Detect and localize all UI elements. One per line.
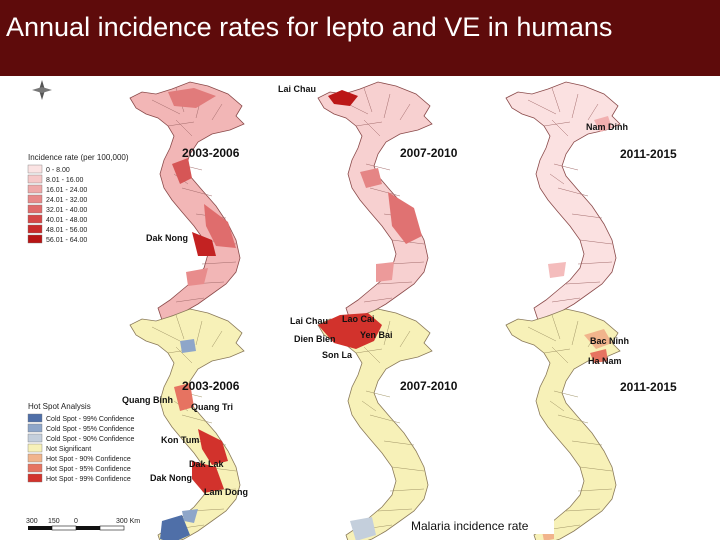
- hotspot-legend-swatch-2: [28, 434, 42, 442]
- incidence-legend-label-1: 8.01 - 16.00: [46, 177, 84, 184]
- hotspot-legend-label-2: Cold Spot - 90% Confidence: [46, 436, 135, 443]
- scale-label-300-km: 300 Km: [116, 518, 141, 525]
- scale-bar: [26, 518, 140, 530]
- scale-label-0: 0: [74, 518, 78, 525]
- north-arrow-icon: [32, 80, 52, 100]
- hotspot-legend: [28, 402, 134, 483]
- scale-label-300: 300: [26, 518, 38, 525]
- period-label-2011-2015-top: 2011-2015: [620, 147, 677, 161]
- map-2003-2006-hotspot: [130, 309, 244, 540]
- label-dak-nong-bottom: Dak Nong: [150, 473, 193, 483]
- incidence-legend-title: Incidence rate (per 100,000): [28, 153, 129, 162]
- hotspot-legend-label-3: Not Significant: [46, 446, 92, 453]
- label-bac-ninh: Bac Ninh: [590, 336, 630, 346]
- label-quang-tri: Quang Tri: [191, 402, 234, 412]
- label-lai-chau-bottom: Lai Chau: [290, 316, 329, 326]
- label-ha-nam: Ha Nam: [588, 356, 622, 366]
- hotspot-legend-label-4: Hot Spot - 90% Confidence: [46, 456, 131, 463]
- label-lai-chau-top: Lai Chau: [278, 84, 317, 94]
- incidence-legend-swatch-0: [28, 165, 42, 173]
- hotspot-legend-swatch-6: [28, 474, 42, 482]
- incidence-legend-swatch-3: [28, 195, 42, 203]
- incidence-legend: [28, 153, 129, 244]
- label-dak-nong-top: Dak Nong: [146, 233, 189, 243]
- period-label-2007-2010-bottom: 2007-2010: [400, 379, 458, 393]
- incidence-legend-label-3: 24.01 - 32.00: [46, 197, 88, 204]
- incidence-legend-label-2: 16.01 - 24.00: [46, 187, 88, 194]
- period-label-2003-2006-top: 2003-2006: [182, 146, 240, 160]
- incidence-legend-swatch-2: [28, 185, 42, 193]
- label-son-la: Son La: [322, 350, 353, 360]
- period-label-2011-2015-bottom: 2011-2015: [620, 380, 677, 394]
- label-nam-dinh: Nam Dinh: [586, 122, 629, 132]
- incidence-legend-swatch-7: [28, 235, 42, 243]
- hotspot-legend-label-5: Hot Spot - 95% Confidence: [46, 466, 131, 473]
- hotspot-legend-swatch-1: [28, 424, 42, 432]
- incidence-legend-swatch-4: [28, 205, 42, 213]
- incidence-legend-swatch-5: [28, 215, 42, 223]
- period-label-2007-2010-top: 2007-2010: [400, 146, 458, 160]
- incidence-legend-swatch-1: [28, 175, 42, 183]
- hotspot-legend-label-0: Cold Spot - 99% Confidence: [46, 416, 135, 423]
- incidence-legend-label-7: 56.01 - 64.00: [46, 237, 88, 244]
- label-quang-binh: Quang Binh: [122, 395, 173, 405]
- hotspot-legend-swatch-4: [28, 454, 42, 462]
- incidence-legend-label-4: 32.01 - 40.00: [46, 207, 88, 214]
- label-yen-bai: Yen Bai: [360, 330, 393, 340]
- incidence-legend-label-6: 48.01 - 56.00: [46, 227, 88, 234]
- title-bar: [0, 0, 720, 76]
- hotspot-legend-swatch-0: [28, 414, 42, 422]
- map-2007-2010-incidence: [318, 82, 432, 320]
- map-panel: [22, 76, 694, 540]
- incidence-legend-swatch-6: [28, 225, 42, 233]
- label-dien-bien: Dien Bien: [294, 334, 336, 344]
- label-kon-tum: Kon Tum: [161, 435, 200, 445]
- map-2003-2006-incidence: [130, 82, 244, 320]
- label-lam-dong: Lam Dong: [204, 487, 248, 497]
- map-2011-2015-incidence: [506, 82, 620, 320]
- hotspot-legend-swatch-5: [28, 464, 42, 472]
- hotspot-legend-title: Hot Spot Analysis: [28, 402, 91, 411]
- period-label-2003-2006-bottom: 2003-2006: [182, 379, 240, 393]
- incidence-legend-label-5: 40.01 - 48.00: [46, 217, 88, 224]
- incidence-legend-label-0: 0 - 8.00: [46, 167, 70, 174]
- maps-figure: [22, 76, 694, 540]
- hotspot-legend-label-6: Hot Spot - 99% Confidence: [46, 476, 131, 483]
- slide-title: Annual incidence rates for lepto and VE in humans: [6, 12, 613, 42]
- hotspot-legend-swatch-3: [28, 444, 42, 452]
- malaria-caption: Malaria incidence rate: [411, 519, 529, 533]
- scale-label-150: 150: [48, 518, 60, 525]
- hotspot-legend-label-1: Cold Spot - 95% Confidence: [46, 426, 135, 433]
- label-dak-lak: Dak Lak: [189, 459, 224, 469]
- label-lao-cai: Lao Cai: [342, 314, 375, 324]
